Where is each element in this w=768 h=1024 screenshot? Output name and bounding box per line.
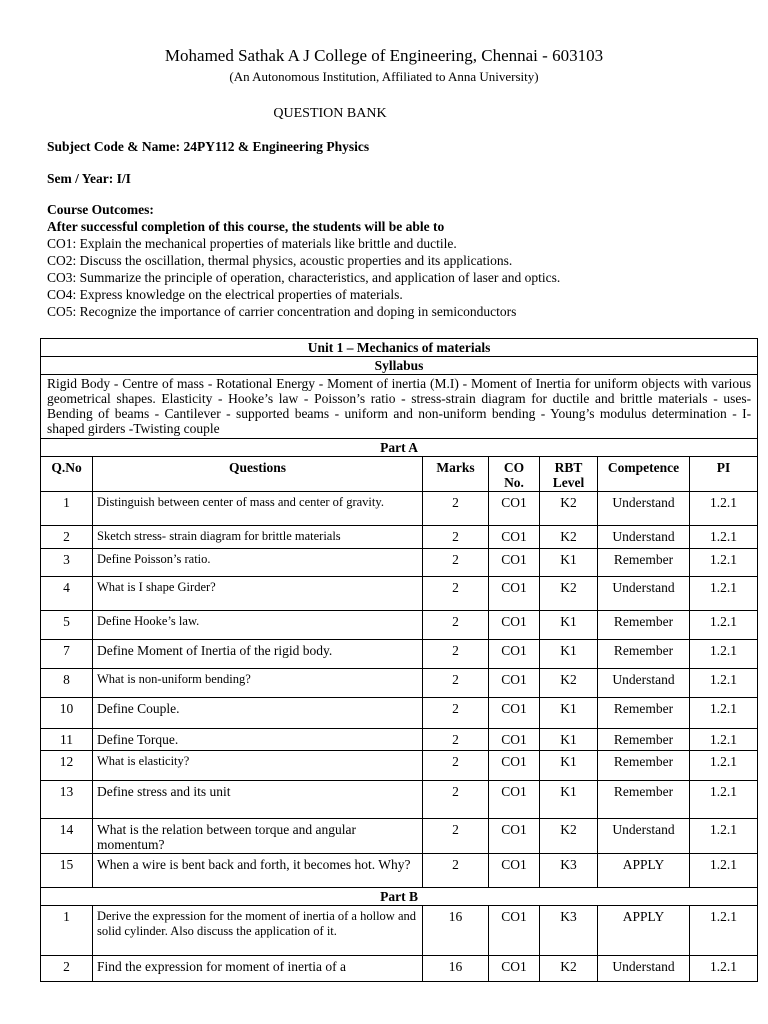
row-co: CO1 xyxy=(489,640,540,669)
course-outcome-item: CO5: Recognize the importance of carrier concentration and doping in semiconductors xyxy=(47,304,517,319)
row-competence: Remember xyxy=(598,698,690,729)
row-question: What is the relation between torque and angular momentum? xyxy=(93,819,423,854)
row-competence: APPLY xyxy=(598,906,690,956)
row-pi: 1.2.1 xyxy=(690,526,758,549)
row-co: CO1 xyxy=(489,492,540,526)
row-marks: 2 xyxy=(423,640,489,669)
row-question: Sketch stress- strain diagram for brittle materials xyxy=(93,526,423,549)
table-row xyxy=(41,526,758,549)
row-co: CO1 xyxy=(489,729,540,751)
row-co: CO1 xyxy=(489,698,540,729)
table-row xyxy=(41,698,758,729)
row-competence: Understand xyxy=(598,956,690,982)
row-pi: 1.2.1 xyxy=(690,549,758,577)
row-pi: 1.2.1 xyxy=(690,669,758,698)
row-rbt: K2 xyxy=(540,526,598,549)
row-qno: 2 xyxy=(41,526,93,549)
course-outcomes-heading: Course Outcomes: xyxy=(47,202,154,217)
table-header-row xyxy=(41,457,758,492)
row-marks: 2 xyxy=(423,819,489,854)
row-question: Distinguish between center of mass and center of gravity. xyxy=(93,492,423,526)
affiliation-note: (An Autonomous Institution, Affiliated to Anna University) xyxy=(229,69,539,84)
row-competence: Understand xyxy=(598,669,690,698)
unit-title: Unit 1 – Mechanics of materials xyxy=(41,339,758,357)
row-question: When a wire is bent back and forth, it becomes hot. Why? xyxy=(93,854,423,888)
row-marks: 2 xyxy=(423,526,489,549)
question-table xyxy=(40,338,758,982)
syllabus-heading: Syllabus xyxy=(41,357,758,375)
row-co: CO1 xyxy=(489,669,540,698)
row-qno: 4 xyxy=(41,577,93,611)
table-row xyxy=(41,729,758,751)
table-row xyxy=(41,549,758,577)
table-row xyxy=(41,640,758,669)
row-co: CO1 xyxy=(489,854,540,888)
row-co: CO1 xyxy=(489,906,540,956)
row-competence: Remember xyxy=(598,549,690,577)
row-question: Define Couple. xyxy=(93,698,423,729)
row-co: CO1 xyxy=(489,526,540,549)
row-question: Define stress and its unit xyxy=(93,781,423,819)
course-outcome-item: CO2: Discuss the oscillation, thermal physics, acoustic properties and its applications. xyxy=(47,253,513,268)
header-rbt: RBT Level xyxy=(540,457,598,492)
row-pi: 1.2.1 xyxy=(690,698,758,729)
row-marks: 2 xyxy=(423,781,489,819)
row-marks: 2 xyxy=(423,611,489,640)
row-pi: 1.2.1 xyxy=(690,611,758,640)
row-competence: Understand xyxy=(598,819,690,854)
row-marks: 2 xyxy=(423,669,489,698)
header-co: CO No. xyxy=(489,457,540,492)
table-row xyxy=(41,854,758,888)
row-rbt: K1 xyxy=(540,549,598,577)
row-rbt: K2 xyxy=(540,669,598,698)
document-title: QUESTION BANK xyxy=(273,106,387,121)
row-qno: 7 xyxy=(41,640,93,669)
row-question: Define Hooke’s law. xyxy=(93,611,423,640)
course-outcome-item: CO4: Express knowledge on the electrical properties of materials. xyxy=(47,287,403,302)
row-qno: 14 xyxy=(41,819,93,854)
row-rbt: K1 xyxy=(540,781,598,819)
row-competence: Remember xyxy=(598,611,690,640)
row-qno: 8 xyxy=(41,669,93,698)
row-marks: 2 xyxy=(423,854,489,888)
row-marks: 2 xyxy=(423,729,489,751)
row-co: CO1 xyxy=(489,549,540,577)
row-question: What is non-uniform bending? xyxy=(93,669,423,698)
table-row xyxy=(41,906,758,956)
row-pi: 1.2.1 xyxy=(690,729,758,751)
row-co: CO1 xyxy=(489,781,540,819)
course-outcome-item: CO3: Summarize the principle of operation, characteristics, and application of laser and optics. xyxy=(47,270,561,285)
table-row xyxy=(41,956,758,982)
row-rbt: K1 xyxy=(540,611,598,640)
header-qno: Q.No xyxy=(41,457,93,492)
row-question: Define Moment of Inertia of the rigid body. xyxy=(93,640,423,669)
row-competence: Understand xyxy=(598,492,690,526)
row-competence: Remember xyxy=(598,640,690,669)
row-qno: 1 xyxy=(41,906,93,956)
row-co: CO1 xyxy=(489,751,540,781)
table-row xyxy=(41,781,758,819)
row-question: What is elasticity? xyxy=(93,751,423,781)
college-name: Mohamed Sathak A J College of Engineering, Chennai - 603103 xyxy=(164,46,604,65)
row-qno: 13 xyxy=(41,781,93,819)
header-questions: Questions xyxy=(93,457,423,492)
course-outcomes-intro: After successful completion of this course, the students will be able to xyxy=(47,219,445,234)
row-rbt: K1 xyxy=(540,751,598,781)
row-competence: Understand xyxy=(598,526,690,549)
row-marks: 2 xyxy=(423,751,489,781)
row-pi: 1.2.1 xyxy=(690,640,758,669)
row-competence: Understand xyxy=(598,577,690,611)
part-b-heading: Part B xyxy=(41,888,758,906)
row-rbt: K3 xyxy=(540,906,598,956)
table-row xyxy=(41,819,758,854)
row-question: Derive the expression for the moment of inertia of a hollow and solid cylinder. Also discuss the application of it. xyxy=(93,906,423,956)
course-outcome-item: CO1: Explain the mechanical properties of materials like brittle and ductile. xyxy=(47,236,457,251)
header-marks: Marks xyxy=(423,457,489,492)
row-qno: 5 xyxy=(41,611,93,640)
row-marks: 2 xyxy=(423,698,489,729)
header-competence: Competence xyxy=(598,457,690,492)
syllabus-text: Rigid Body - Centre of mass - Rotational Energy - Moment of inertia (M.I) - Moment of Inertia for uniform objects with various geometrical shapes. Elasticity - Hooke’s law - Poisson’s ratio - stress-strain diagram for ductile and brittle materials - uses- Bending of beams - Cantilever - supported beams - uniform and non-uniform bending - Young’s modulus determination - I-shaped girders -Twisting couple xyxy=(41,375,758,439)
row-rbt: K2 xyxy=(540,492,598,526)
row-co: CO1 xyxy=(489,956,540,982)
row-rbt: K2 xyxy=(540,956,598,982)
row-question: Define Torque. xyxy=(93,729,423,751)
row-pi: 1.2.1 xyxy=(690,854,758,888)
table-row xyxy=(41,751,758,781)
row-competence: Remember xyxy=(598,781,690,819)
row-rbt: K3 xyxy=(540,854,598,888)
row-marks: 2 xyxy=(423,492,489,526)
table-row xyxy=(41,577,758,611)
row-competence: Remember xyxy=(598,729,690,751)
row-qno: 11 xyxy=(41,729,93,751)
table-row xyxy=(41,492,758,526)
row-pi: 1.2.1 xyxy=(690,577,758,611)
row-pi: 1.2.1 xyxy=(690,781,758,819)
row-question: What is I shape Girder? xyxy=(93,577,423,611)
sem-year-line: Sem / Year: I/I xyxy=(47,171,131,186)
row-marks: 2 xyxy=(423,577,489,611)
row-qno: 1 xyxy=(41,492,93,526)
row-pi: 1.2.1 xyxy=(690,906,758,956)
row-competence: APPLY xyxy=(598,854,690,888)
row-rbt: K1 xyxy=(540,729,598,751)
row-co: CO1 xyxy=(489,819,540,854)
row-co: CO1 xyxy=(489,577,540,611)
row-rbt: K2 xyxy=(540,577,598,611)
row-rbt: K1 xyxy=(540,698,598,729)
row-pi: 1.2.1 xyxy=(690,492,758,526)
row-qno: 3 xyxy=(41,549,93,577)
row-pi: 1.2.1 xyxy=(690,956,758,982)
row-question: Find the expression for moment of inertia of a xyxy=(93,956,423,982)
row-pi: 1.2.1 xyxy=(690,751,758,781)
row-pi: 1.2.1 xyxy=(690,819,758,854)
table-row xyxy=(41,669,758,698)
row-qno: 10 xyxy=(41,698,93,729)
header-pi: PI xyxy=(690,457,758,492)
row-marks: 16 xyxy=(423,956,489,982)
subject-line: Subject Code & Name: 24PY112 & Engineering Physics xyxy=(47,139,370,154)
table-row xyxy=(41,611,758,640)
row-co: CO1 xyxy=(489,611,540,640)
row-competence: Remember xyxy=(598,751,690,781)
row-qno: 15 xyxy=(41,854,93,888)
row-qno: 12 xyxy=(41,751,93,781)
row-marks: 16 xyxy=(423,906,489,956)
row-marks: 2 xyxy=(423,549,489,577)
part-a-heading: Part A xyxy=(41,439,758,457)
row-rbt: K2 xyxy=(540,819,598,854)
row-rbt: K1 xyxy=(540,640,598,669)
row-qno: 2 xyxy=(41,956,93,982)
row-question: Define Poisson’s ratio. xyxy=(93,549,423,577)
